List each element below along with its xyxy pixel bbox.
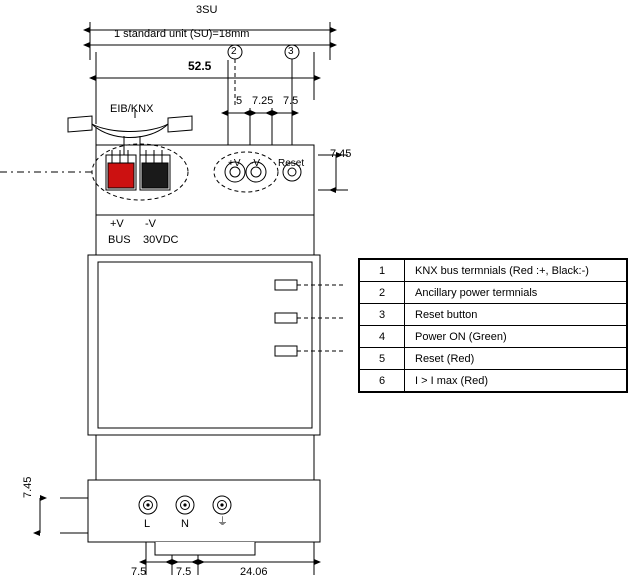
legend-num: 6 bbox=[360, 370, 405, 392]
dim-width-total: 52.5 bbox=[188, 59, 212, 73]
dim-75-a: 7.5 bbox=[131, 566, 147, 578]
dim-5: 5 bbox=[236, 95, 243, 107]
legend-desc: I > I max (Red) bbox=[405, 370, 627, 392]
legend-table bbox=[358, 258, 628, 393]
legend-num: 1 bbox=[360, 260, 405, 282]
table-row bbox=[360, 260, 627, 282]
legend-rows bbox=[360, 260, 627, 392]
dim-2406: 24.06 bbox=[240, 566, 268, 578]
label-reset: Reset bbox=[278, 158, 305, 169]
label-plus-v-bus: +V bbox=[110, 218, 124, 230]
legend-num: 3 bbox=[360, 304, 405, 326]
table-row bbox=[360, 282, 627, 304]
label-minus-v-bus: -V bbox=[145, 218, 156, 230]
table-row bbox=[360, 326, 627, 348]
label-terminal-n: N bbox=[181, 518, 189, 530]
legend-desc: Reset button bbox=[405, 304, 627, 326]
table-row bbox=[360, 304, 627, 326]
table-row bbox=[360, 370, 627, 392]
legend-num: 2 bbox=[360, 282, 405, 304]
mains-terminals bbox=[139, 496, 231, 514]
legend-desc: Ancillary power termnials bbox=[405, 282, 627, 304]
label-eib-knx: EIB/KNX bbox=[110, 103, 154, 115]
label-30vdc: 30VDC bbox=[143, 234, 179, 246]
dim-75-top: 7.5 bbox=[283, 95, 299, 107]
dim-75-b: 7.5 bbox=[176, 566, 192, 578]
dim-745-right: 7.45 bbox=[330, 148, 352, 160]
callout-3-label: 3 bbox=[288, 46, 294, 57]
label-bus: BUS bbox=[108, 234, 131, 246]
legend-desc: KNX bus termnials (Red :+, Black:-) bbox=[405, 260, 627, 282]
label-3su: 3SU bbox=[196, 4, 218, 16]
legend-num: 5 bbox=[360, 348, 405, 370]
label-standard-unit: 1 standard unit (SU)=18mm bbox=[114, 28, 250, 40]
legend-desc: Reset (Red) bbox=[405, 348, 627, 370]
legend-desc: Power ON (Green) bbox=[405, 326, 627, 348]
callout-2-label: 2 bbox=[231, 46, 237, 57]
table-row bbox=[360, 348, 627, 370]
dim-745-left: 7.45 bbox=[22, 476, 34, 498]
label-terminal-l: L bbox=[144, 518, 151, 530]
label-plus-v-top: +V bbox=[228, 158, 241, 169]
label-terminal-earth: ⏚ bbox=[217, 516, 228, 528]
legend-num: 4 bbox=[360, 326, 405, 348]
dim-725: 7.25 bbox=[252, 95, 274, 107]
label-minus-v-top: -V bbox=[250, 158, 260, 169]
